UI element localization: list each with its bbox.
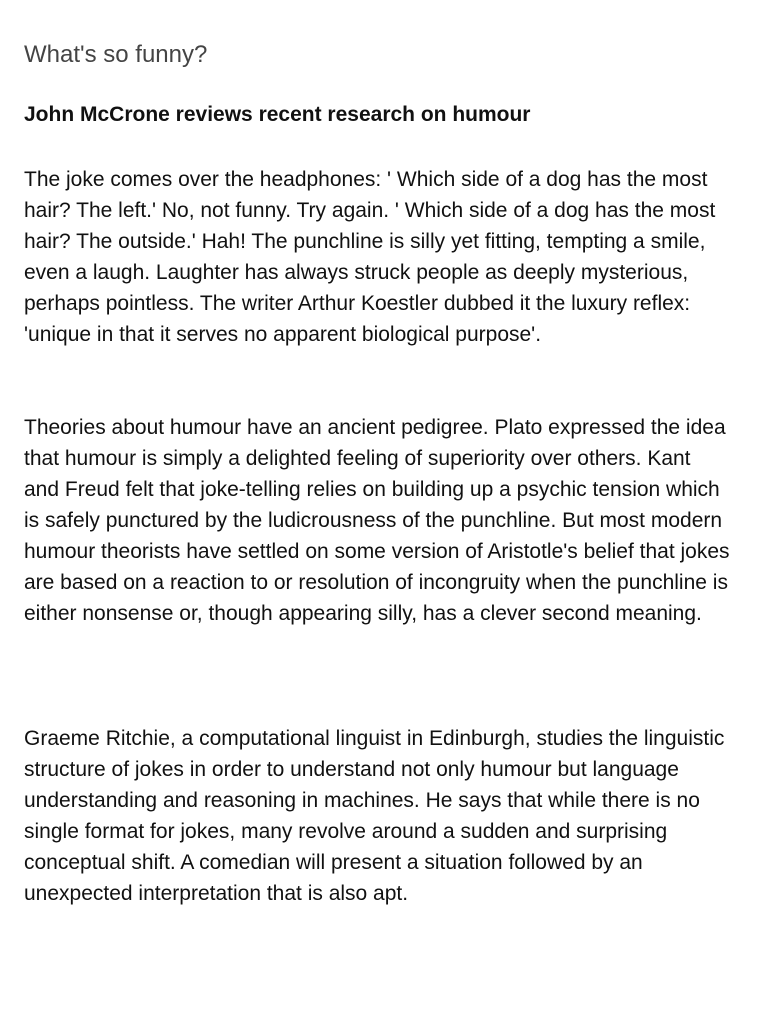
paragraph-3: Graeme Ritchie, a computational linguist in Edinburgh, studies the linguistic structure of jokes in order to understand not only humour but language understanding and reasoning in machines. He says that while there is no single format for jokes, many revolve around a sudden and surprising conceptual shift. A comedian will present a situation followed by an unexpected interpretation that is also apt.	[24, 727, 725, 905]
paragraph-1: The joke comes over the headphones: ' Which side of a dog has the most hair? The left.' No, not funny. Try again. ' Which side of a dog has the most hair? The outside.' Hah! The punchline is silly yet fitting, tempting a smile, even a laugh. Laughter has always struck people as deeply mysterious, perhaps pointless. The writer Arthur Koestler dubbed it the luxury reflex: 'unique in that it serves no apparent biological purpose'.	[24, 168, 716, 346]
paragraph-2: Theories about humour have an ancient pedigree. Plato expressed the idea that humour is simply a delighted feeling of superiority over others. Kant and Freud felt that joke-telling relies on building up a psychic tension which is safely punctured by the ludicrousness of the punchline. But most modern humour theorists have settled on some version of Aristotle's belief that jokes are based on a reaction to or resolution of incongruity when the punchline is either nonsense or, though appearing silly, has a clever second meaning.	[24, 416, 730, 625]
article-title: What's so funny?	[24, 41, 208, 68]
article-subtitle: John McCrone reviews recent research on humour	[24, 103, 531, 126]
article	[24, 40, 730, 905]
